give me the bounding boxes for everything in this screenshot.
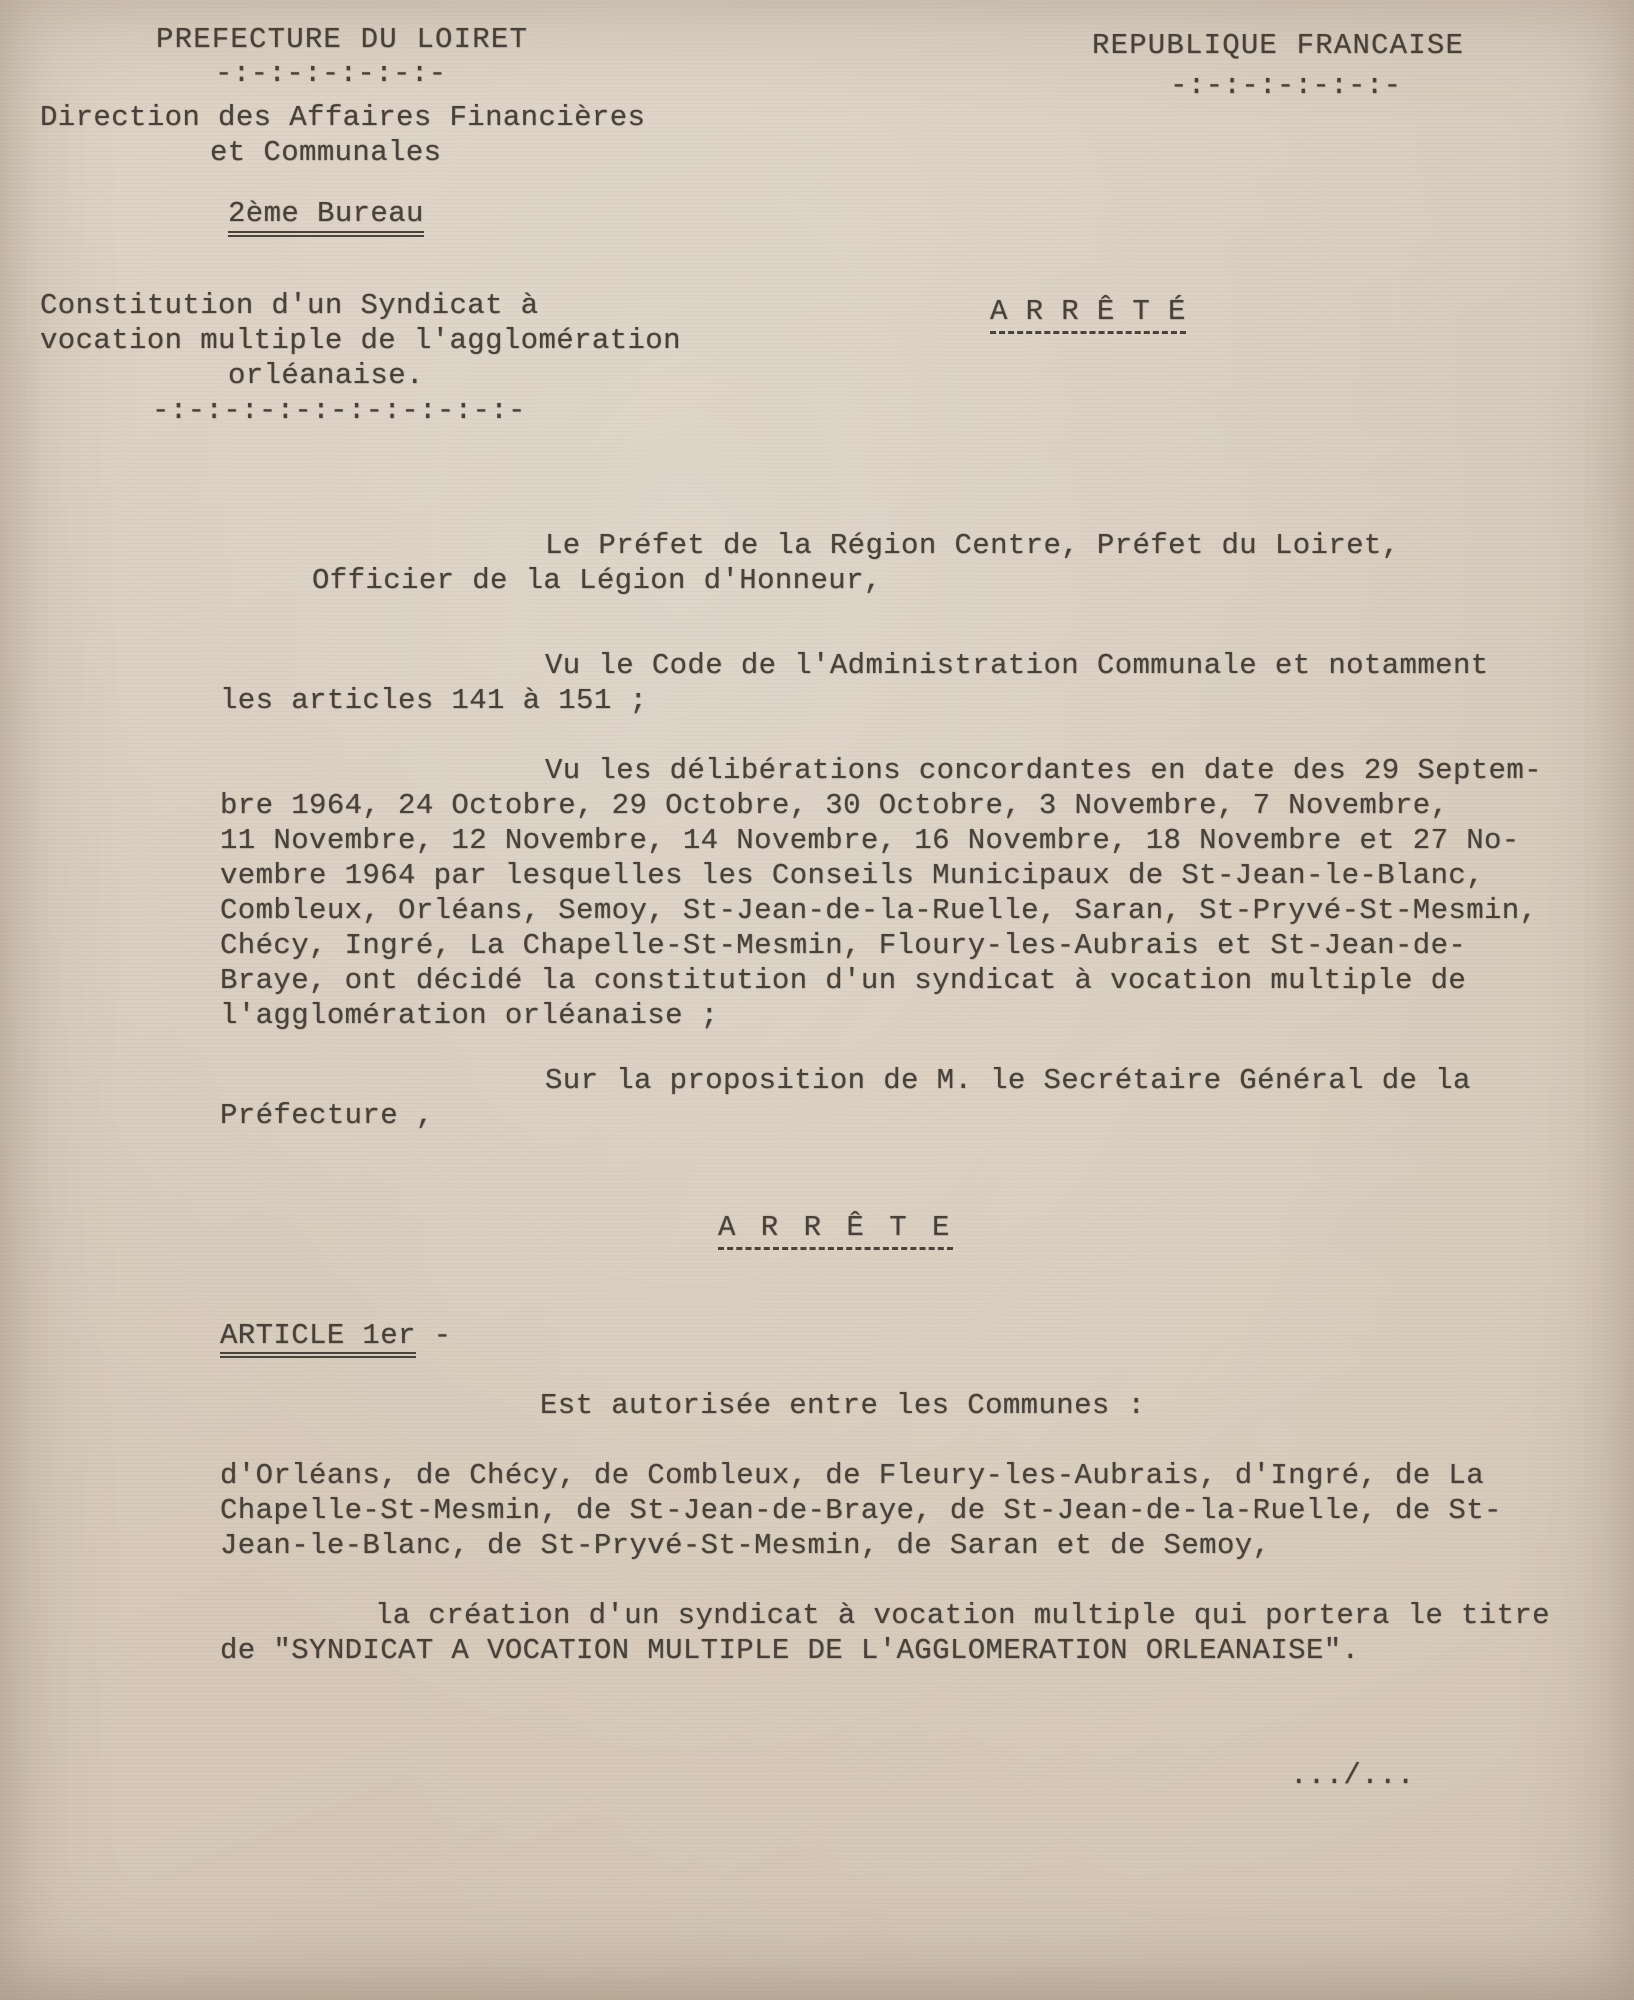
letterhead-direction-line1: Direction des Affaires Financières — [40, 101, 646, 134]
authorise-line: Est autorisée entre les Communes : — [540, 1389, 1146, 1422]
proposition-line1: Sur la proposition de M. le Secrétaire Général de la — [545, 1064, 1471, 1097]
letterhead-bureau: 2ème Bureau — [228, 196, 424, 237]
vu-deliberations-line: l'agglomération orléanaise ; — [220, 999, 719, 1032]
vu-code-line2: les articles 141 à 151 ; — [220, 684, 648, 717]
article1-heading — [220, 1318, 451, 1353]
vu-deliberations-line: vembre 1964 par lesquelles les Conseils Municipaux de St-Jean-le-Blanc, — [220, 859, 1485, 892]
vu-code-line1: Vu le Code de l'Administration Communale et notamment — [545, 649, 1489, 682]
letterhead-office-rule: -:-:-:-:-:-:- — [215, 57, 447, 90]
letterhead-office: PREFECTURE DU LOIRET — [156, 23, 529, 56]
letterhead-direction-line2: et Communales — [210, 136, 442, 169]
article1-label: ARTICLE 1er — [220, 1319, 416, 1358]
salutation-line2: Officier de la Légion d'Honneur, — [312, 564, 882, 597]
doc-subject-line3: orléanaise. — [228, 359, 424, 392]
communes-line: d'Orléans, de Chécy, de Combleux, de Fleury-les-Aubrais, d'Ingré, de La — [220, 1459, 1485, 1492]
continuation-mark: .../... — [1290, 1759, 1415, 1792]
vu-deliberations-line: Chécy, Ingré, La Chapelle-St-Mesmin, Floury-les-Aubrais et St-Jean-de- — [220, 929, 1467, 962]
vu-deliberations-line: Braye, ont décidé la constitution d'un syndicat à vocation multiple de — [220, 964, 1467, 997]
vu-deliberations-line: Vu les délibérations concordantes en date des 29 Septem- — [545, 754, 1542, 787]
communes-line: Chapelle-St-Mesmin, de St-Jean-de-Braye, de St-Jean-de-la-Ruelle, de St- — [220, 1494, 1502, 1527]
article1-suffix: - — [415, 1319, 452, 1352]
communes-line: Jean-le-Blanc, de St-Pryvé-St-Mesmin, de Saran et de Semoy, — [220, 1529, 1271, 1562]
doc-subject-line2: vocation multiple de l'agglomération — [40, 324, 681, 357]
vu-deliberations-line: bre 1964, 24 Octobre, 29 Octobre, 30 Octobre, 3 Novembre, 7 Novembre, — [220, 789, 1449, 822]
salutation-line1: Le Préfet de la Région Centre, Préfet du Loiret, — [545, 529, 1400, 562]
vu-deliberations-line: 11 Novembre, 12 Novembre, 14 Novembre, 16 Novembre, 18 Novembre et 27 No- — [220, 824, 1520, 857]
letterhead-republic-rule: -:-:-:-:-:-:- — [1170, 69, 1402, 102]
creation-line: de "SYNDICAT A VOCATION MULTIPLE DE L'AGGLOMERATION ORLEANAISE". — [220, 1634, 1360, 1667]
doc-subject-rule: -:-:-:-:-:-:-:-:-:-:- — [152, 394, 526, 427]
vu-deliberations-line: Combleux, Orléans, Semoy, St-Jean-de-la-Ruelle, Saran, St-Pryvé-St-Mesmin, — [220, 894, 1538, 927]
creation-line: la création d'un syndicat à vocation multiple qui portera le titre — [375, 1599, 1550, 1632]
proposition-line2: Préfecture , — [220, 1099, 434, 1132]
letterhead-republic: REPUBLIQUE FRANCAISE — [1092, 29, 1465, 62]
decree-title-right: A R R Ê T É — [990, 294, 1186, 334]
decree-heading-center: A R R Ê T E — [718, 1210, 953, 1250]
doc-subject-line1: Constitution d'un Syndicat à — [40, 289, 539, 322]
